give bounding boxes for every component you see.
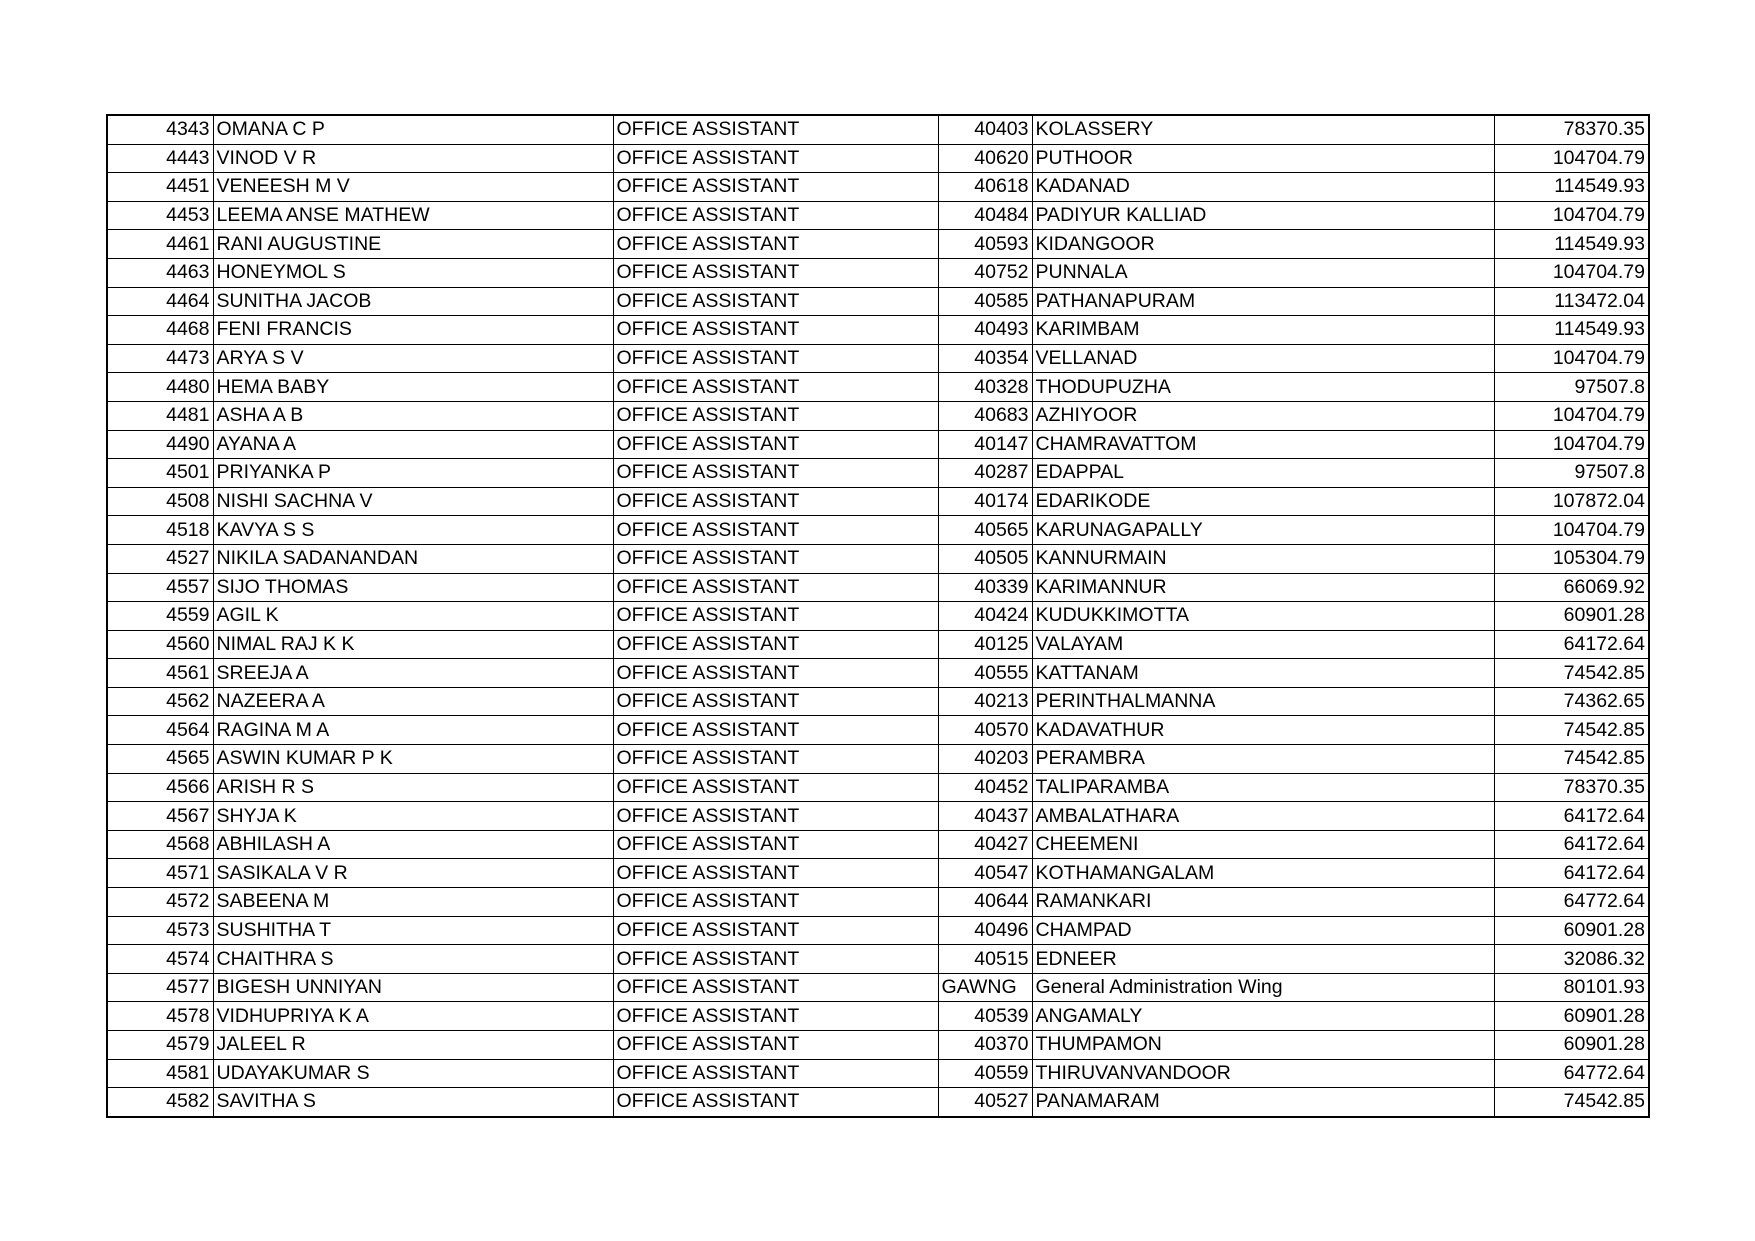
table-row xyxy=(107,773,1649,802)
designation-cell: OFFICE ASSISTANT xyxy=(613,716,938,745)
table-row xyxy=(107,1002,1649,1031)
table-row xyxy=(107,945,1649,974)
employee-id-cell: 4567 xyxy=(107,802,213,831)
employee-name-cell: OMANA C P xyxy=(213,115,613,144)
office-name-cell: KARUNAGAPALLY xyxy=(1032,516,1494,545)
office-code-cell: 40370 xyxy=(938,1031,1032,1060)
office-name-cell: General Administration Wing xyxy=(1032,973,1494,1002)
employee-id-cell: 4565 xyxy=(107,745,213,774)
table-row xyxy=(107,144,1649,173)
table-row xyxy=(107,888,1649,917)
employee-id-cell: 4573 xyxy=(107,916,213,945)
office-name-cell: PERINTHALMANNA xyxy=(1032,687,1494,716)
designation-cell: OFFICE ASSISTANT xyxy=(613,830,938,859)
office-code-cell: 40452 xyxy=(938,773,1032,802)
designation-cell: OFFICE ASSISTANT xyxy=(613,1059,938,1088)
table-row xyxy=(107,1031,1649,1060)
employee-id-cell: 4568 xyxy=(107,830,213,859)
office-code-cell: 40515 xyxy=(938,945,1032,974)
employee-name-cell: VINOD V R xyxy=(213,144,613,173)
amount-cell: 74362.65 xyxy=(1494,687,1649,716)
employee-name-cell: VENEESH M V xyxy=(213,173,613,202)
employee-name-cell: ASWIN KUMAR P K xyxy=(213,745,613,774)
designation-cell: OFFICE ASSISTANT xyxy=(613,1031,938,1060)
employee-id-cell: 4518 xyxy=(107,516,213,545)
office-name-cell: THODUPUZHA xyxy=(1032,373,1494,402)
employee-id-cell: 4572 xyxy=(107,888,213,917)
office-code-cell: 40565 xyxy=(938,516,1032,545)
employee-id-cell: 4578 xyxy=(107,1002,213,1031)
designation-cell: OFFICE ASSISTANT xyxy=(613,144,938,173)
employee-id-cell: 4463 xyxy=(107,258,213,287)
amount-cell: 60901.28 xyxy=(1494,916,1649,945)
table-body xyxy=(107,115,1649,1117)
table-row xyxy=(107,1059,1649,1088)
amount-cell: 64172.64 xyxy=(1494,830,1649,859)
table-row xyxy=(107,258,1649,287)
table-row xyxy=(107,745,1649,774)
office-code-cell: 40287 xyxy=(938,459,1032,488)
amount-cell: 66069.92 xyxy=(1494,573,1649,602)
table-row xyxy=(107,316,1649,345)
amount-cell: 80101.93 xyxy=(1494,973,1649,1002)
table-row xyxy=(107,230,1649,259)
office-name-cell: VELLANAD xyxy=(1032,344,1494,373)
office-code-cell: 40585 xyxy=(938,287,1032,316)
amount-cell: 78370.35 xyxy=(1494,115,1649,144)
employee-name-cell: ARISH R S xyxy=(213,773,613,802)
office-code-cell: 40203 xyxy=(938,745,1032,774)
designation-cell: OFFICE ASSISTANT xyxy=(613,687,938,716)
amount-cell: 104704.79 xyxy=(1494,401,1649,430)
designation-cell: OFFICE ASSISTANT xyxy=(613,630,938,659)
employee-id-cell: 4561 xyxy=(107,659,213,688)
employee-id-cell: 4508 xyxy=(107,487,213,516)
amount-cell: 78370.35 xyxy=(1494,773,1649,802)
employee-id-cell: 4453 xyxy=(107,201,213,230)
employee-name-cell: AGIL K xyxy=(213,602,613,631)
office-name-cell: KOTHAMANGALAM xyxy=(1032,859,1494,888)
office-code-cell: 40559 xyxy=(938,1059,1032,1088)
office-name-cell: KATTANAM xyxy=(1032,659,1494,688)
amount-cell: 64172.64 xyxy=(1494,859,1649,888)
designation-cell: OFFICE ASSISTANT xyxy=(613,316,938,345)
office-name-cell: VALAYAM xyxy=(1032,630,1494,659)
employee-id-cell: 4468 xyxy=(107,316,213,345)
office-code-cell: 40644 xyxy=(938,888,1032,917)
employee-id-cell: 4579 xyxy=(107,1031,213,1060)
table-row xyxy=(107,1088,1649,1117)
designation-cell: OFFICE ASSISTANT xyxy=(613,916,938,945)
designation-cell: OFFICE ASSISTANT xyxy=(613,230,938,259)
amount-cell: 64172.64 xyxy=(1494,630,1649,659)
office-name-cell: PANAMARAM xyxy=(1032,1088,1494,1117)
office-name-cell: THUMPAMON xyxy=(1032,1031,1494,1060)
table-row xyxy=(107,487,1649,516)
office-code-cell: 40125 xyxy=(938,630,1032,659)
office-code-cell: 40403 xyxy=(938,115,1032,144)
employee-id-cell: 4564 xyxy=(107,716,213,745)
table-row xyxy=(107,201,1649,230)
designation-cell: OFFICE ASSISTANT xyxy=(613,602,938,631)
table-row xyxy=(107,115,1649,144)
employee-id-cell: 4343 xyxy=(107,115,213,144)
employee-name-cell: SHYJA K xyxy=(213,802,613,831)
office-name-cell: KIDANGOOR xyxy=(1032,230,1494,259)
office-code-cell: 40496 xyxy=(938,916,1032,945)
employee-id-cell: 4464 xyxy=(107,287,213,316)
office-name-cell: TALIPARAMBA xyxy=(1032,773,1494,802)
office-name-cell: PUNNALA xyxy=(1032,258,1494,287)
amount-cell: 64772.64 xyxy=(1494,888,1649,917)
data-table xyxy=(106,114,1650,1118)
employee-id-cell: 4571 xyxy=(107,859,213,888)
employee-name-cell: NAZEERA A xyxy=(213,687,613,716)
office-code-cell: 40570 xyxy=(938,716,1032,745)
employee-name-cell: ASHA A B xyxy=(213,401,613,430)
office-name-cell: RAMANKARI xyxy=(1032,888,1494,917)
table-row xyxy=(107,602,1649,631)
employee-id-cell: 4566 xyxy=(107,773,213,802)
table-row xyxy=(107,344,1649,373)
employee-id-cell: 4480 xyxy=(107,373,213,402)
employee-name-cell: JALEEL R xyxy=(213,1031,613,1060)
designation-cell: OFFICE ASSISTANT xyxy=(613,888,938,917)
office-code-cell: 40555 xyxy=(938,659,1032,688)
designation-cell: OFFICE ASSISTANT xyxy=(613,287,938,316)
employee-name-cell: HEMA BABY xyxy=(213,373,613,402)
designation-cell: OFFICE ASSISTANT xyxy=(613,659,938,688)
office-name-cell: PADIYUR KALLIAD xyxy=(1032,201,1494,230)
amount-cell: 32086.32 xyxy=(1494,945,1649,974)
designation-cell: OFFICE ASSISTANT xyxy=(613,430,938,459)
employee-id-cell: 4577 xyxy=(107,973,213,1002)
office-name-cell: KARIMANNUR xyxy=(1032,573,1494,602)
employee-name-cell: ARYA S V xyxy=(213,344,613,373)
table-row xyxy=(107,516,1649,545)
employee-name-cell: RANI AUGUSTINE xyxy=(213,230,613,259)
employee-id-cell: 4451 xyxy=(107,173,213,202)
office-name-cell: CHAMRAVATTOM xyxy=(1032,430,1494,459)
office-name-cell: KADAVATHUR xyxy=(1032,716,1494,745)
office-code-cell: 40683 xyxy=(938,401,1032,430)
designation-cell: OFFICE ASSISTANT xyxy=(613,201,938,230)
office-name-cell: KARIMBAM xyxy=(1032,316,1494,345)
office-name-cell: AZHIYOOR xyxy=(1032,401,1494,430)
amount-cell: 104704.79 xyxy=(1494,144,1649,173)
employee-name-cell: AYANA A xyxy=(213,430,613,459)
office-name-cell: CHAMPAD xyxy=(1032,916,1494,945)
table-row xyxy=(107,573,1649,602)
office-name-cell: ANGAMALY xyxy=(1032,1002,1494,1031)
designation-cell: OFFICE ASSISTANT xyxy=(613,459,938,488)
office-name-cell: KOLASSERY xyxy=(1032,115,1494,144)
table-row xyxy=(107,659,1649,688)
amount-cell: 104704.79 xyxy=(1494,516,1649,545)
designation-cell: OFFICE ASSISTANT xyxy=(613,802,938,831)
employee-name-cell: SIJO THOMAS xyxy=(213,573,613,602)
employee-id-cell: 4581 xyxy=(107,1059,213,1088)
office-code-cell: 40539 xyxy=(938,1002,1032,1031)
amount-cell: 107872.04 xyxy=(1494,487,1649,516)
amount-cell: 97507.8 xyxy=(1494,373,1649,402)
designation-cell: OFFICE ASSISTANT xyxy=(613,516,938,545)
designation-cell: OFFICE ASSISTANT xyxy=(613,401,938,430)
amount-cell: 104704.79 xyxy=(1494,258,1649,287)
designation-cell: OFFICE ASSISTANT xyxy=(613,487,938,516)
amount-cell: 60901.28 xyxy=(1494,1031,1649,1060)
amount-cell: 74542.85 xyxy=(1494,659,1649,688)
office-code-cell: 40484 xyxy=(938,201,1032,230)
office-code-cell: 40354 xyxy=(938,344,1032,373)
designation-cell: OFFICE ASSISTANT xyxy=(613,1002,938,1031)
office-name-cell: KUDUKKIMOTTA xyxy=(1032,602,1494,631)
table-row xyxy=(107,802,1649,831)
office-code-cell: 40339 xyxy=(938,573,1032,602)
employee-id-cell: 4574 xyxy=(107,945,213,974)
table-row xyxy=(107,430,1649,459)
amount-cell: 114549.93 xyxy=(1494,230,1649,259)
office-name-cell: KADANAD xyxy=(1032,173,1494,202)
table-row xyxy=(107,916,1649,945)
amount-cell: 104704.79 xyxy=(1494,430,1649,459)
employee-name-cell: NISHI SACHNA V xyxy=(213,487,613,516)
employee-name-cell: PRIYANKA P xyxy=(213,459,613,488)
amount-cell: 113472.04 xyxy=(1494,287,1649,316)
table-row xyxy=(107,830,1649,859)
amount-cell: 74542.85 xyxy=(1494,716,1649,745)
employee-name-cell: SAVITHA S xyxy=(213,1088,613,1117)
office-code-cell: 40620 xyxy=(938,144,1032,173)
employee-id-cell: 4501 xyxy=(107,459,213,488)
office-code-cell: GAWNG xyxy=(938,973,1032,1002)
employee-name-cell: UDAYAKUMAR S xyxy=(213,1059,613,1088)
amount-cell: 60901.28 xyxy=(1494,1002,1649,1031)
amount-cell: 97507.8 xyxy=(1494,459,1649,488)
designation-cell: OFFICE ASSISTANT xyxy=(613,173,938,202)
office-name-cell: EDNEER xyxy=(1032,945,1494,974)
employee-id-cell: 4557 xyxy=(107,573,213,602)
office-code-cell: 40213 xyxy=(938,687,1032,716)
office-code-cell: 40527 xyxy=(938,1088,1032,1117)
amount-cell: 74542.85 xyxy=(1494,1088,1649,1117)
office-code-cell: 40174 xyxy=(938,487,1032,516)
amount-cell: 60901.28 xyxy=(1494,602,1649,631)
office-code-cell: 40493 xyxy=(938,316,1032,345)
employee-name-cell: SREEJA A xyxy=(213,659,613,688)
table-row xyxy=(107,716,1649,745)
office-name-cell: KANNURMAIN xyxy=(1032,544,1494,573)
employee-id-cell: 4443 xyxy=(107,144,213,173)
office-name-cell: AMBALATHARA xyxy=(1032,802,1494,831)
table-row xyxy=(107,630,1649,659)
table-row xyxy=(107,973,1649,1002)
employee-name-cell: FENI FRANCIS xyxy=(213,316,613,345)
office-name-cell: THIRUVANVANDOOR xyxy=(1032,1059,1494,1088)
employee-id-cell: 4461 xyxy=(107,230,213,259)
employee-name-cell: SUNITHA JACOB xyxy=(213,287,613,316)
office-code-cell: 40547 xyxy=(938,859,1032,888)
employee-id-cell: 4582 xyxy=(107,1088,213,1117)
office-code-cell: 40427 xyxy=(938,830,1032,859)
designation-cell: OFFICE ASSISTANT xyxy=(613,344,938,373)
employee-name-cell: NIMAL RAJ K K xyxy=(213,630,613,659)
amount-cell: 114549.93 xyxy=(1494,316,1649,345)
designation-cell: OFFICE ASSISTANT xyxy=(613,745,938,774)
office-code-cell: 40328 xyxy=(938,373,1032,402)
employee-name-cell: BIGESH UNNIYAN xyxy=(213,973,613,1002)
office-code-cell: 40618 xyxy=(938,173,1032,202)
employee-name-cell: LEEMA ANSE MATHEW xyxy=(213,201,613,230)
office-name-cell: PUTHOOR xyxy=(1032,144,1494,173)
table-row xyxy=(107,459,1649,488)
employee-name-cell: CHAITHRA S xyxy=(213,945,613,974)
designation-cell: OFFICE ASSISTANT xyxy=(613,1088,938,1117)
employee-name-cell: VIDHUPRIYA K A xyxy=(213,1002,613,1031)
table-row xyxy=(107,373,1649,402)
table-row xyxy=(107,287,1649,316)
office-name-cell: CHEEMENI xyxy=(1032,830,1494,859)
table-row xyxy=(107,401,1649,430)
office-code-cell: 40505 xyxy=(938,544,1032,573)
amount-cell: 104704.79 xyxy=(1494,344,1649,373)
designation-cell: OFFICE ASSISTANT xyxy=(613,373,938,402)
amount-cell: 74542.85 xyxy=(1494,745,1649,774)
designation-cell: OFFICE ASSISTANT xyxy=(613,773,938,802)
employee-id-cell: 4562 xyxy=(107,687,213,716)
employee-name-cell: ABHILASH A xyxy=(213,830,613,859)
designation-cell: OFFICE ASSISTANT xyxy=(613,258,938,287)
designation-cell: OFFICE ASSISTANT xyxy=(613,945,938,974)
office-code-cell: 40147 xyxy=(938,430,1032,459)
office-code-cell: 40752 xyxy=(938,258,1032,287)
employee-name-cell: RAGINA M A xyxy=(213,716,613,745)
table-row xyxy=(107,544,1649,573)
employee-id-cell: 4559 xyxy=(107,602,213,631)
table-row xyxy=(107,173,1649,202)
amount-cell: 64172.64 xyxy=(1494,802,1649,831)
table-row xyxy=(107,687,1649,716)
designation-cell: OFFICE ASSISTANT xyxy=(613,573,938,602)
employee-name-cell: NIKILA SADANANDAN xyxy=(213,544,613,573)
amount-cell: 64772.64 xyxy=(1494,1059,1649,1088)
designation-cell: OFFICE ASSISTANT xyxy=(613,859,938,888)
employee-id-cell: 4527 xyxy=(107,544,213,573)
office-code-cell: 40593 xyxy=(938,230,1032,259)
employee-name-cell: SABEENA M xyxy=(213,888,613,917)
designation-cell: OFFICE ASSISTANT xyxy=(613,115,938,144)
office-name-cell: EDAPPAL xyxy=(1032,459,1494,488)
designation-cell: OFFICE ASSISTANT xyxy=(613,973,938,1002)
employee-id-cell: 4490 xyxy=(107,430,213,459)
office-code-cell: 40424 xyxy=(938,602,1032,631)
amount-cell: 114549.93 xyxy=(1494,173,1649,202)
employee-name-cell: SASIKALA V R xyxy=(213,859,613,888)
employee-id-cell: 4481 xyxy=(107,401,213,430)
employee-name-cell: SUSHITHA T xyxy=(213,916,613,945)
employee-id-cell: 4560 xyxy=(107,630,213,659)
amount-cell: 105304.79 xyxy=(1494,544,1649,573)
office-name-cell: PATHANAPURAM xyxy=(1032,287,1494,316)
amount-cell: 104704.79 xyxy=(1494,201,1649,230)
office-code-cell: 40437 xyxy=(938,802,1032,831)
designation-cell: OFFICE ASSISTANT xyxy=(613,544,938,573)
employee-id-cell: 4473 xyxy=(107,344,213,373)
table-row xyxy=(107,859,1649,888)
office-name-cell: PERAMBRA xyxy=(1032,745,1494,774)
office-name-cell: EDARIKODE xyxy=(1032,487,1494,516)
employee-name-cell: KAVYA S S xyxy=(213,516,613,545)
employee-name-cell: HONEYMOL S xyxy=(213,258,613,287)
